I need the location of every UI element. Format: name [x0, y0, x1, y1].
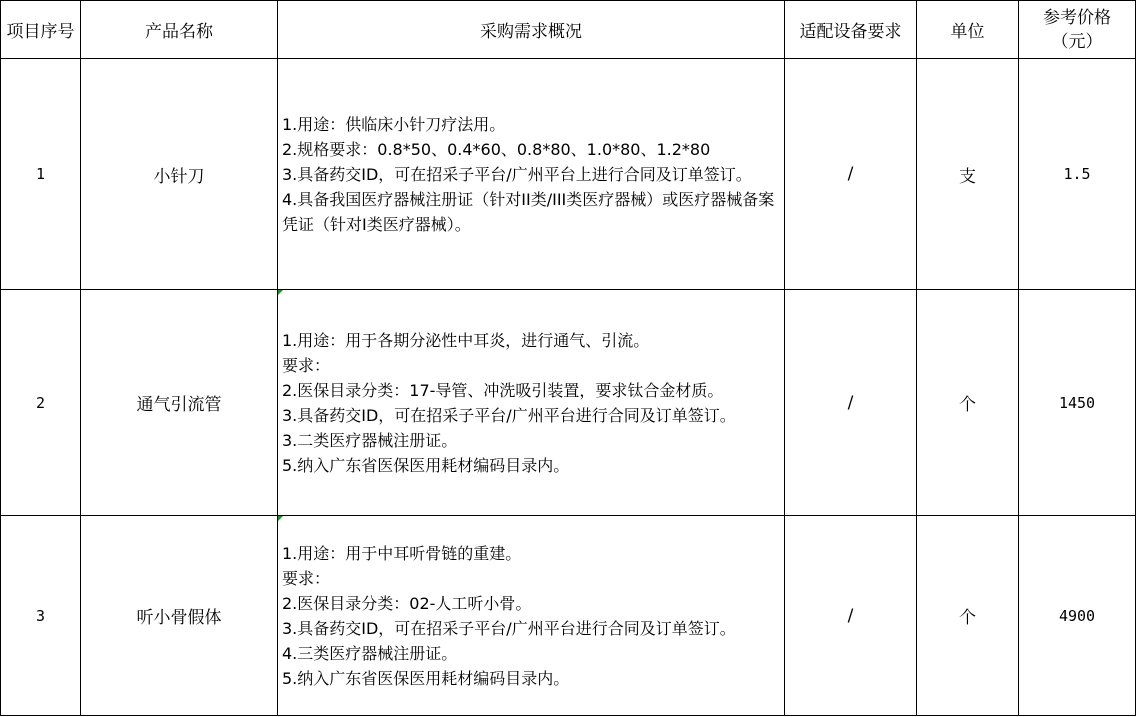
overview-line: 1.用途：供临床小针刀疗法用。 [282, 114, 506, 134]
row-unit: 支 [917, 59, 1019, 290]
row-price: 4900 [1019, 516, 1136, 716]
overview-line: 2.医保目录分类：17-导管、冲洗吸引装置，要求钛合金材质。 [282, 380, 724, 400]
overview-line: 5.纳入广东省医保医用耗材编码目录内。 [282, 455, 570, 475]
row-name: 小针刀 [81, 59, 278, 290]
row-overview [278, 59, 785, 290]
row-name: 听小骨假体 [81, 516, 278, 716]
overview-line: 2.医保目录分类：02-人工听小骨。 [282, 593, 532, 613]
overview-line: 5.纳入广东省医保医用耗材编码目录内。 [282, 668, 570, 688]
header-device: 适配设备要求 [785, 1, 917, 59]
row-overview [278, 290, 785, 516]
header-unit: 单位 [917, 1, 1019, 59]
header-name: 产品名称 [81, 1, 278, 59]
overview-line: 3.具备药交ID，可在招采子平台/广州平台进行合同及订单签订。 [282, 405, 736, 425]
row-device: / [785, 516, 917, 716]
overview-line: 要求： [282, 568, 331, 588]
table-row [1, 59, 1136, 290]
overview-line: 3.具备药交ID，可在招采子平台/广州平台进行合同及订单签订。 [282, 618, 736, 638]
table-row [1, 290, 1136, 516]
header-price-line1: 参考价格 [1043, 7, 1111, 28]
row-name: 通气引流管 [81, 290, 278, 516]
comment-marker-icon [278, 516, 283, 521]
row-unit: 个 [917, 290, 1019, 516]
row-price: 1450 [1019, 290, 1136, 516]
row-unit: 个 [917, 516, 1019, 716]
header-price-line2: （元） [1051, 31, 1103, 52]
row-price: 1.5 [1019, 59, 1136, 290]
table-row [1, 516, 1136, 716]
comment-marker-icon [278, 290, 283, 295]
overview-line: 4.具备我国医疗器械注册证（针对II类/III类医疗器械）或医疗器械备案凭证（针对I类医疗器械）。 [282, 189, 775, 234]
row-seq: 1 [1, 59, 81, 290]
header-price [1019, 1, 1136, 59]
header-seq: 项目序号 [1, 1, 81, 59]
row-seq: 3 [1, 516, 81, 716]
row-device: / [785, 59, 917, 290]
overview-line: 2.规格要求：0.8*50、0.4*60、0.8*80、1.0*80、1.2*80 [282, 139, 711, 159]
header-overview: 采购需求概况 [278, 1, 785, 59]
overview-line: 要求： [282, 355, 331, 375]
overview-line: 1.用途：用于中耳听骨链的重建。 [282, 543, 522, 563]
overview-line: 4.三类医疗器械注册证。 [282, 643, 458, 663]
row-device: / [785, 290, 917, 516]
overview-line: 1.用途：用于各期分泌性中耳炎，进行通气、引流。 [282, 330, 650, 350]
overview-line: 3.具备药交ID，可在招采子平台/广州平台上进行合同及订单签订。 [282, 164, 752, 184]
header-row [1, 1, 1136, 59]
row-overview [278, 516, 785, 716]
row-seq: 2 [1, 290, 81, 516]
overview-line: 3.二类医疗器械注册证。 [282, 430, 458, 450]
